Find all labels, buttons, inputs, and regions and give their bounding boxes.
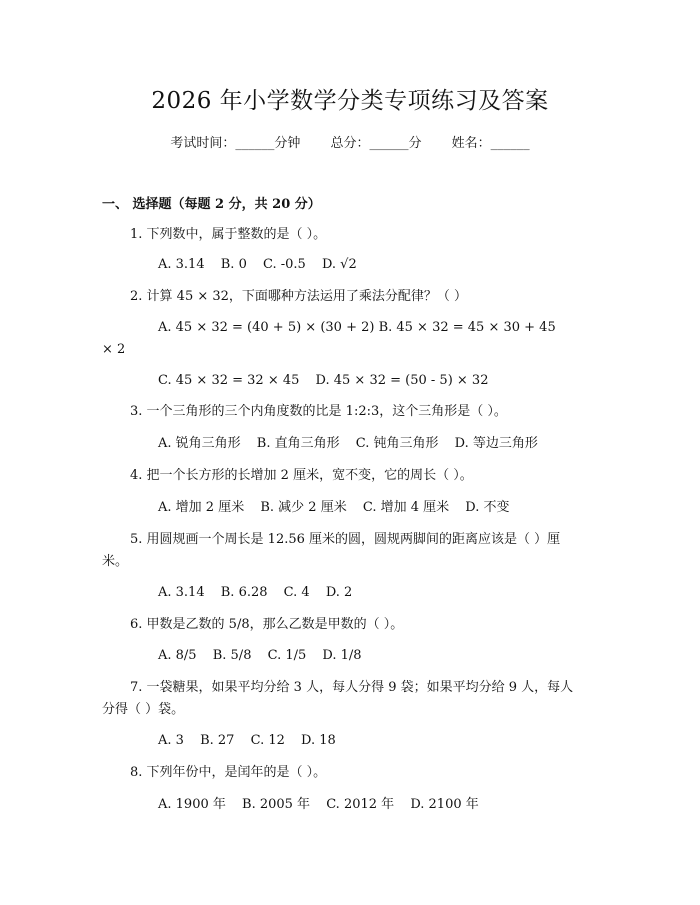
option: C. 12 [250, 733, 285, 748]
option: A. 3 [158, 733, 184, 748]
question-8: 8. 下列年份中，是闰年的是（ ）。 [130, 765, 327, 780]
option: A. 锐角三角形 [158, 436, 241, 451]
question-7-wrap: 分得（ ）袋。 [102, 702, 185, 717]
option: D. √2 [321, 257, 357, 272]
option: B. 6.28 [220, 585, 268, 600]
question-5: 5. 用圆规画一个周长是 12.56 厘米的圆，圆规两脚间的距离应该是（ ）厘 [130, 532, 561, 547]
question-8-options [158, 792, 608, 817]
option: D. 1/8 [322, 648, 362, 663]
option: B. 27 [200, 733, 235, 748]
page-title: 2026 年小学数学分类专项练习及答案 [151, 88, 549, 114]
option: D. 2100 年 [410, 797, 479, 812]
option: A. 1900 年 [158, 797, 226, 812]
exam-info [0, 132, 700, 151]
option: D. 不变 [465, 500, 510, 515]
question-3: 3. 一个三角形的三个内角度数的比是 1:2:3，这个三角形是（ ）。 [130, 404, 507, 419]
option: B. 5/8 [212, 648, 252, 663]
question-2-options-line1: A. 45 × 32 = (40 + 5) × (30 + 2) B. 45 × 32 = 45 × 30 + 45 [158, 320, 556, 335]
question-4-options [158, 495, 608, 520]
question-5-options [158, 580, 608, 605]
option: D. 18 [301, 733, 336, 748]
question-3-options [158, 431, 608, 456]
option: C. 钝角三角形 [355, 436, 439, 451]
option: D. 45 × 32 = (50 - 5) × 32 [315, 373, 489, 388]
option: B. 2005 年 [242, 797, 311, 812]
question-6-options [158, 643, 608, 668]
option: B. 0 [220, 257, 247, 272]
exam-time: 考试时间：______分钟 [170, 136, 301, 151]
question-7: 7. 一袋糖果，如果平均分给 3 人，每人分得 9 袋；如果平均分给 9 人，每人 [130, 680, 574, 695]
option: C. 2012 年 [326, 797, 395, 812]
option: A. 3.14 [158, 585, 205, 600]
question-7-options [158, 728, 608, 753]
option: A. 3.14 [158, 257, 205, 272]
section-heading: 一、 选择题（每题 2 分，共 20 分） [102, 197, 321, 212]
option: D. 2 [325, 585, 353, 600]
question-2-options-wrap: × 2 [102, 342, 126, 357]
question-4: 4. 把一个长方形的长增加 2 厘米，宽不变，它的周长（ ）。 [130, 468, 473, 483]
option: B. 减少 2 厘米 [260, 500, 347, 515]
question-2-options-line2 [158, 368, 608, 393]
question-5-wrap: 米。 [102, 554, 129, 569]
option: A. 增加 2 厘米 [158, 500, 245, 515]
option: C. 45 × 32 = 32 × 45 [158, 373, 300, 388]
option: D. 等边三角形 [454, 436, 538, 451]
option: C. -0.5 [262, 257, 306, 272]
question-2: 2. 计算 45 × 32，下面哪种方法运用了乘法分配律？（ ） [130, 289, 468, 304]
question-1: 1. 下列数中，属于整数的是（ ）。 [130, 227, 327, 242]
option: C. 4 [283, 585, 310, 600]
student-name: 姓名：______ [451, 136, 530, 151]
total-score: 总分：______分 [330, 136, 422, 151]
question-1-options [158, 252, 608, 277]
option: A. 8/5 [158, 648, 197, 663]
question-6: 6. 甲数是乙数的 5/8，那么乙数是甲数的（ ）。 [130, 617, 404, 632]
option: B. 直角三角形 [256, 436, 340, 451]
option: C. 1/5 [267, 648, 307, 663]
option: C. 增加 4 厘米 [362, 500, 450, 515]
